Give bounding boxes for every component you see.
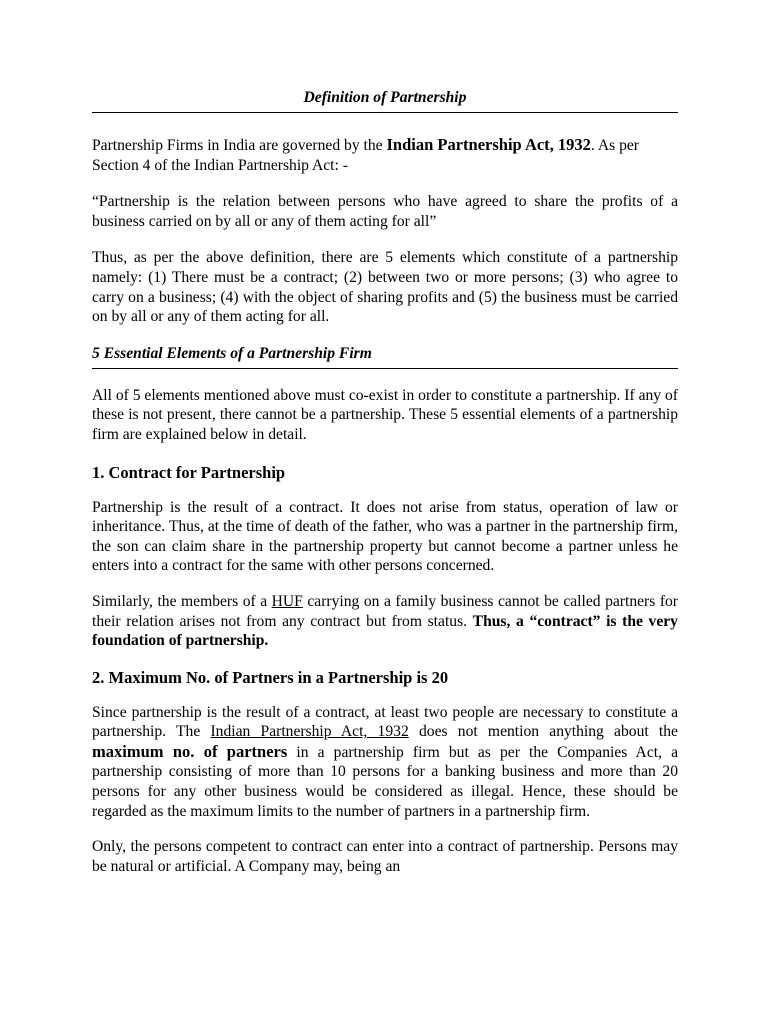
huf-paragraph	[92, 592, 678, 651]
max-bold-text: maximum no. of partners	[92, 741, 288, 761]
huf-bold-text: Thus, a “contract” is the very foundation of partnership.	[92, 612, 678, 650]
section-paragraph: All of 5 elements mentioned above must co-exist in order to constitute a partnership. If any of these is not present, there cannot be a partnership. These 5 essential elements of a partnership firm are explained below in detail.	[92, 386, 678, 443]
definition-quote: “Partnership is the relation between persons who have agreed to share the profits of a business carried on by all or any of them acting for all”	[92, 193, 678, 230]
page-title: Definition of Partnership	[303, 89, 467, 106]
competent-paragraph: Only, the persons competent to contract can enter into a contract of partnership. Persons may be natural or artificial. A Company may, being an	[92, 838, 678, 875]
intro-paragraph	[92, 135, 678, 175]
max-partners-paragraph	[92, 703, 678, 822]
max-text-1: Since partnership is the result of a contract, at least two people are necessary to constitute a partnership. The	[92, 703, 678, 741]
huf-text-before: Similarly, the members of a	[92, 592, 272, 610]
max-text-2: does not mention anything about the	[408, 723, 678, 741]
document-page	[92, 88, 678, 876]
heading-contract: 1. Contract for Partnership	[92, 462, 286, 482]
max-text-3: in a partnership firm but as per the Companies Act, a partnership consisting of more than 10 persons for a banking business and more than 20 persons for any other business would be considered as illegal. Hence, these should be regarded as the maximum limits to the number of partners in a partnership firm.	[92, 743, 678, 820]
heading-max-partners: 2. Maximum No. of Partners in a Partnership is 20	[92, 667, 449, 687]
elements-paragraph: Thus, as per the above definition, there are 5 elements which constitute of a partnership namely: (1) There must be a contract; (2) between two or more persons; (3) who agree to carry on a business; (4) with the object of sharing profits and (5) the business must be carried on by all or any of them acting for all.	[92, 249, 678, 326]
intro-text-before: Partnership Firms in India are governed by the	[92, 137, 387, 154]
huf-link[interactable]: HUF	[271, 592, 303, 610]
section-title: 5 Essential Elements of a Partnership Firm	[92, 344, 372, 362]
contract-paragraph: Partnership is the result of a contract. It does not arise from status, operation of law or inheritance. Thus, at the time of death of the father, who was a partner in the partnership firm, the son can claim share in the partnership property but cannot become a partner unless he enters into a contract for the same with other persons concerned.	[92, 498, 678, 575]
huf-text-after: carrying on a family business cannot be called partners for their relation arises not from any contract but from status.	[92, 592, 678, 630]
act-name: Indian Partnership Act, 1932	[386, 135, 591, 154]
act-link[interactable]: Indian Partnership Act, 1932	[210, 723, 409, 741]
intro-text-after: . As per Section 4 of the Indian Partnership Act: -	[92, 137, 639, 174]
